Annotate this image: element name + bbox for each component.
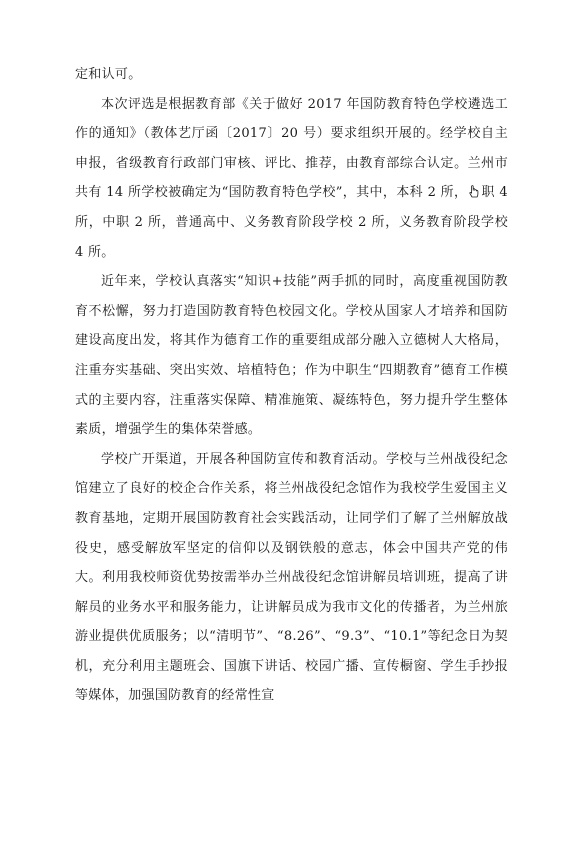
paragraph-selection-basis-tail: 职 4 所，中职 2 所，普通高中、义务教育阶段学校 2 所，义务教育阶段学校 4 所。 (75, 185, 508, 260)
paragraph-continuation: 定和认可。 (75, 67, 142, 82)
paragraph-selection-basis (75, 90, 508, 268)
hand-cursor-icon (467, 184, 481, 198)
paragraph-activities: 学校广开渠道，开展各种国防宣传和教育活动。学校与兰州战役纪念馆建立了良好的校企合作关系，将兰州战役纪念馆作为我校学生爱国主义教育基地，定期开展国防教育社会实践活动，让同学们了解了兰州解放战役史，感受解放军坚定的信仰以及钢铁般的意志，体会中国共产党的伟大。利用我校师资优势按需举办兰州战役纪念馆讲解员培训班，提高了讲解员的业务水平和服务能力，让讲解员成为我市文化的传播者，为兰州旅游业提供优质服务；以“清明节”、“8.26”、“9.3”、“10.1”等纪念日为契机，充分利用主题班会、国旗下讲话、校园广播、宣传橱窗、学生手抄报等媒体，加强国防教育的经常性宣 (75, 451, 508, 704)
document-page (75, 60, 508, 711)
paragraph-selection-basis-text: 本次评选是根据教育部《关于做好 2017 年国防教育特色学校遴选工作的通知》（教体艺厅函〔2017〕20 号）要求组织开展的。经学校自主申报，省级教育行政部门审核、评比、推荐，由教育部综合认定。兰州市共有 14 所学校被确定为“国防教育特色学校”，其中，本科 2 所， (75, 96, 508, 201)
paragraph-recent-years: 近年来，学校认真落实“知识+技能”两手抓的同时，高度重视国防教育不松懈，努力打造国防教育特色校园文化。学校从国家人才培养和国防建设高度出发，将其作为德育工作的重要组成部分融入立德树人大格局，注重夯实基础、突出实效、培植特色；作为中职生“四期教育”德育工作模式的主要内容，注重落实保障、精准施策、凝练特色，努力提升学生整体素质，增强学生的集体荣誉感。 (75, 274, 508, 438)
